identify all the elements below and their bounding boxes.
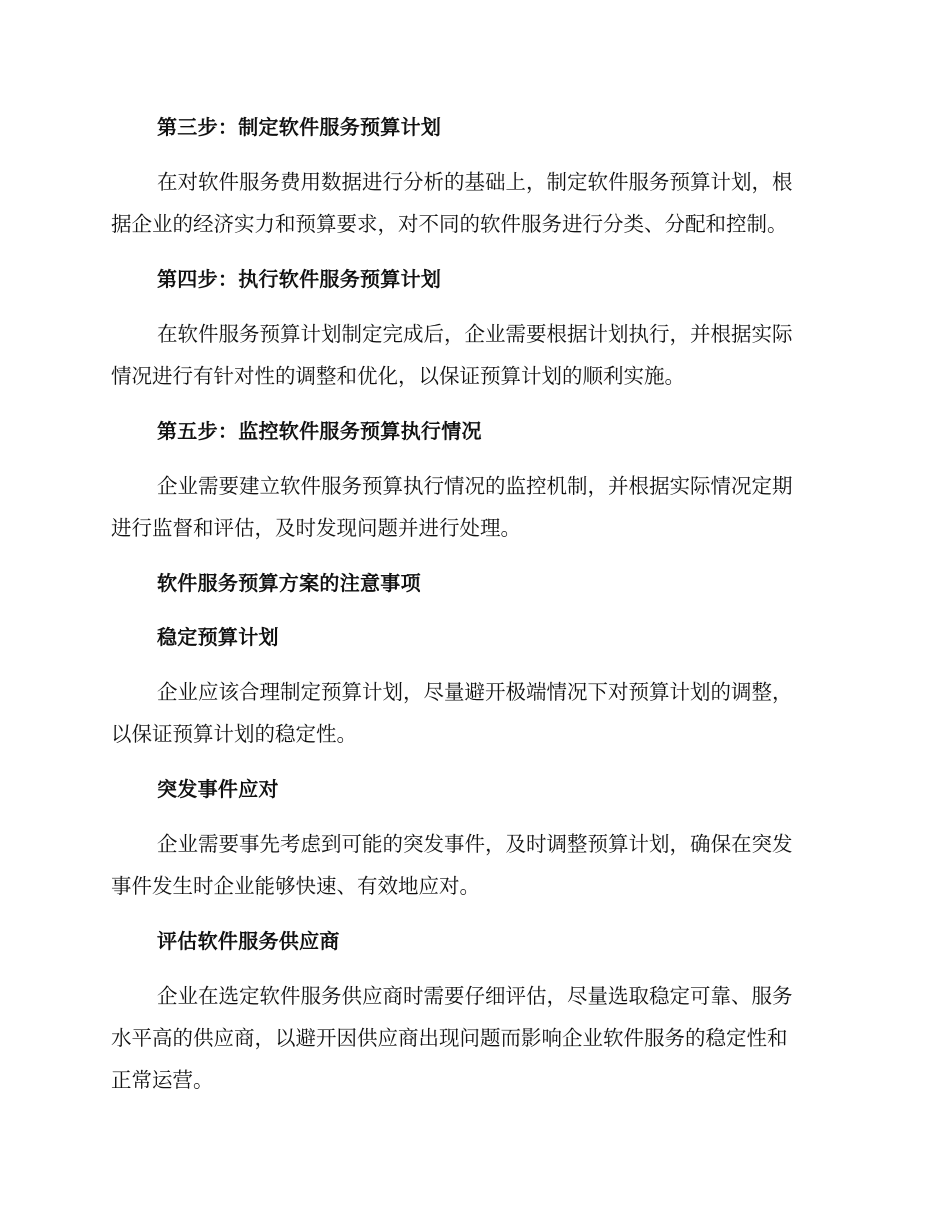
stable-budget-paragraph-line-1: 企业应该合理制定预算计划，尽量避开极端情况下对预算计划的调整， (157, 680, 793, 704)
step4-paragraph-line-1: 在软件服务预算计划制定完成后，企业需要根据计划执行，并根据实际 (157, 322, 793, 346)
stable-budget-paragraph-line-2: 以保证预算计划的稳定性。 (111, 722, 357, 746)
step5-heading: 第五步：监控软件服务预算执行情况 (157, 419, 482, 443)
emergency-paragraph-line-1: 企业需要事先考虑到可能的突发事件，及时调整预算计划，确保在突发 (157, 832, 793, 856)
step4-paragraph-line-2: 情况进行有针对性的调整和优化，以保证预算计划的顺利实施。 (111, 364, 685, 388)
emergency-heading: 突发事件应对 (157, 777, 279, 801)
step3-paragraph-line-2: 据企业的经济实力和预算要求，对不同的软件服务进行分类、分配和控制。 (111, 212, 788, 236)
stable-budget-heading: 稳定预算计划 (157, 625, 279, 649)
emergency-paragraph-line-2: 事件发生时企业能够快速、有效地应对。 (111, 874, 480, 898)
vendor-paragraph-line-1: 企业在选定软件服务供应商时需要仔细评估，尽量选取稳定可靠、服务 (157, 984, 793, 1008)
step5-paragraph-line-2: 进行监督和评估，及时发现问题并进行处理。 (111, 516, 521, 540)
vendor-paragraph-line-3: 正常运营。 (111, 1068, 214, 1092)
step5-paragraph-line-1: 企业需要建立软件服务预算执行情况的监控机制，并根据实际情况定期 (157, 474, 793, 498)
step4-heading: 第四步：执行软件服务预算计划 (157, 267, 442, 291)
vendor-paragraph-line-2: 水平高的供应商，以避开因供应商出现问题而影响企业软件服务的稳定性和 (111, 1026, 788, 1050)
step3-heading: 第三步：制定软件服务预算计划 (157, 115, 442, 139)
notes-heading: 软件服务预算方案的注意事项 (157, 571, 421, 595)
step3-paragraph-line-1: 在对软件服务费用数据进行分析的基础上，制定软件服务预算计划，根 (157, 170, 793, 194)
vendor-evaluation-heading: 评估软件服务供应商 (157, 929, 340, 953)
